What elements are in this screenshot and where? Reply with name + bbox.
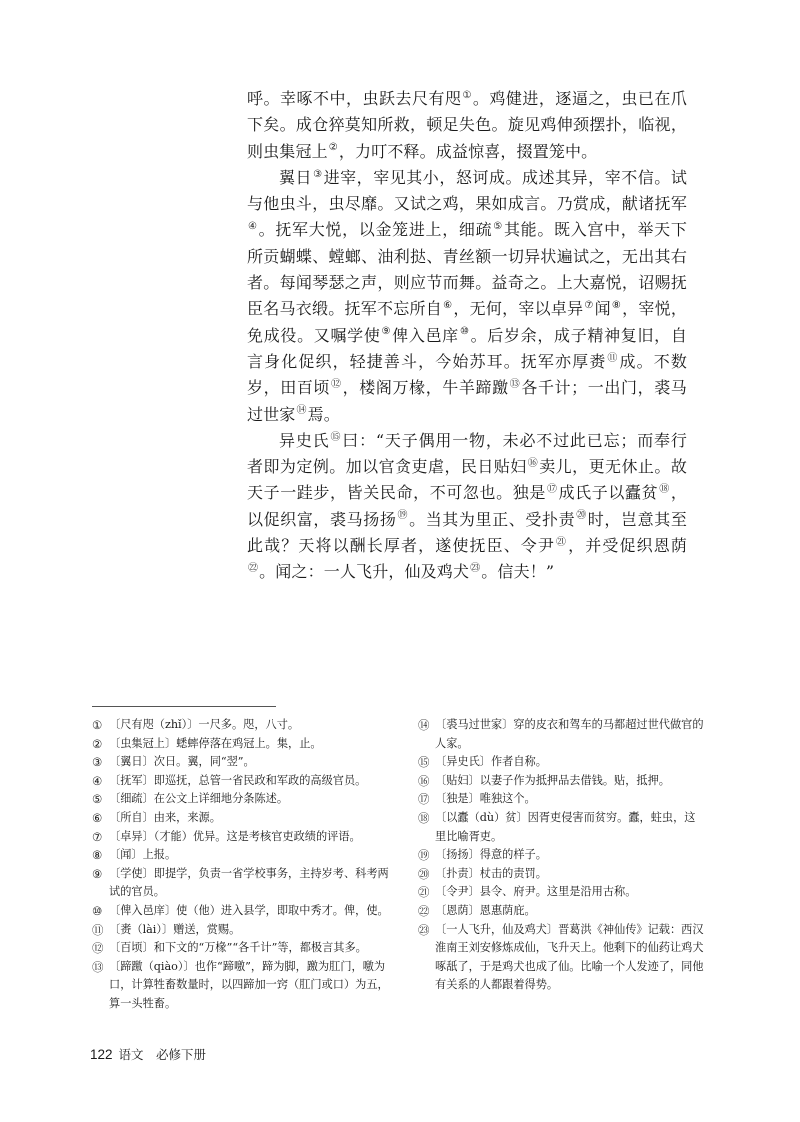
footnote-number: ④ <box>92 773 103 788</box>
footnote-text: 〔抚军〕即巡抚，总管一省民政和军政的高级官员。 <box>109 773 367 787</box>
footnote-text: 〔裘马过世家〕穿的皮衣和驾车的马都超过世代做官的人家。 <box>435 718 704 750</box>
footnote-text: 〔细疏〕在公文上详细地分条陈述。 <box>109 792 289 806</box>
footnote-ref: ⑰ <box>546 484 558 496</box>
footnote-item <box>92 939 395 958</box>
paragraph-1 <box>247 86 687 165</box>
footnote-ref: ⑤ <box>493 221 503 233</box>
footnote-ref: ① <box>462 89 472 101</box>
footnote-text: 〔闻〕上报。 <box>109 848 177 862</box>
footnote-number: ㉓ <box>418 922 430 937</box>
footnote-number: ③ <box>92 755 103 770</box>
footnote-text: 〔俾入邑庠〕使（他）进入县学，即取中秀才。俾，使。 <box>109 903 389 917</box>
text-segment: 。信夫！” <box>481 562 555 582</box>
footnote-item <box>92 902 395 921</box>
footnote-text: 〔异史氏〕作者自称。 <box>435 755 547 769</box>
footnote-text: 〔虫集冠上〕蟋蟀停落在鸡冠上。集，止。 <box>109 736 322 750</box>
footnote-text: 〔学使〕即提学，负责一省学校事务，主持岁考、科考两试的官员。 <box>109 866 389 899</box>
footnote-text: 〔卓异〕（才能）优异。这是考核官吏政绩的评语。 <box>109 829 361 843</box>
text-segment: 进宰，宰见其小，怒诃成。成述其异，宰不信。试与他虫斗，虫尽靡。又试之鸡，果如成言。乃赏成，献诸抚军 <box>247 167 687 214</box>
footnote-number: ⑰ <box>418 792 430 807</box>
footnote-ref: ② <box>328 142 338 154</box>
footnote-number: ⑱ <box>418 810 430 825</box>
footnote-item <box>92 753 395 772</box>
text-segment: ，并受促织恩荫 <box>568 536 688 556</box>
footnote-number: ⑧ <box>92 848 103 863</box>
footnote-item <box>92 865 395 902</box>
footnote-number: ⑭ <box>418 718 430 732</box>
footnote-ref: ⑫ <box>331 378 342 390</box>
footnote-item <box>418 865 706 884</box>
footnote-item <box>418 716 706 753</box>
footnote-ref: ⑪ <box>607 352 619 364</box>
footnote-number: ⑥ <box>92 810 103 825</box>
footnote-text: 〔独是〕唯独这个。 <box>435 792 536 806</box>
footnote-ref: ③ <box>313 168 323 180</box>
footnote-item <box>418 753 706 772</box>
footnote-item <box>92 846 395 865</box>
footnote-number: ① <box>92 718 103 732</box>
footnote-text: 〔尺有咫（zhǐ）〕一尺多。咫，八寸。 <box>109 718 300 731</box>
footnote-item <box>418 790 706 809</box>
footnote-text: 〔赉（lài）〕赠送，赏赐。 <box>109 922 241 936</box>
text-segment: 呼。幸啄不中，虫跃去尺有咫 <box>247 89 462 108</box>
footnote-number: ⑬ <box>92 959 104 974</box>
page-number: 122 <box>90 1047 113 1062</box>
footnote-item <box>418 772 706 791</box>
text-segment: 。抚军大悦，以金笼进上，细疏 <box>258 220 493 240</box>
footnote-text: 〔百顷〕和下文的“万椽”“各千计”等，都极言其多。 <box>109 941 367 955</box>
footnote-item <box>418 921 706 995</box>
footnote-number: ⑪ <box>92 922 104 937</box>
footnote-text: 〔扑责〕杖击的责罚。 <box>435 866 547 880</box>
text-segment: 曰：“天子偶用一物，未必不过此已忘；而奉行者即为定例。加以官贪吏虐，民日贴妇 <box>247 430 687 477</box>
footnote-ref: ⑳ <box>576 510 587 522</box>
footnote-ref: ⑧ <box>611 300 622 312</box>
footnote-number: ㉑ <box>418 885 430 900</box>
footnote-number: ⑯ <box>418 773 430 788</box>
footnote-text: 〔蹄躈（qiào）〕也作“蹄噭”，蹄为脚，躈为肛门，噭为口，计算牲畜数量时，以四蹄加一窍（肛门或口）为五，算一头牲畜。 <box>109 959 389 1010</box>
text-segment: 翼日 <box>279 167 313 187</box>
footnotes-left-column <box>92 716 395 1014</box>
footnote-text: 〔贴妇〕以妻子作为抵押品去借钱。贴，抵押。 <box>435 773 670 787</box>
footnote-ref: ㉑ <box>556 536 568 548</box>
footnote-item <box>92 958 395 1014</box>
text-segment: 成氏子以蠹贫 <box>558 483 659 503</box>
footnote-number: ⑨ <box>92 866 103 881</box>
text-segment: ，无何，宰以卓异 <box>453 299 584 319</box>
footnote-ref: ⑦ <box>584 300 594 312</box>
footnote-item <box>92 828 395 847</box>
paragraph-3 <box>247 428 687 586</box>
text-segment: ，力叮不释。成益惊喜，掇置笼中。 <box>338 141 598 161</box>
footnote-number: ⑦ <box>92 829 103 844</box>
footnote-ref: ㉓ <box>470 563 481 575</box>
footnote-item <box>418 809 706 846</box>
footnote-item <box>92 809 395 828</box>
text-segment: 闻 <box>594 299 611 319</box>
footnote-item <box>418 902 706 921</box>
footnote-text: 〔扬扬〕得意的样子。 <box>435 848 547 862</box>
text-segment: 其能。既入宫中，举天下所贡蝴蝶、螳螂、油利挞、青丝额一切异状遍试之，无出其右者。每闻琴瑟之声，则应节而舞。益奇之。上大嘉悦，诏赐抚臣名马衣缎。抚军不忘所自 <box>247 220 687 319</box>
footnote-number: ㉒ <box>418 903 430 918</box>
footnote-item <box>418 883 706 902</box>
footnote-ref: ⑨ <box>381 326 392 338</box>
footnote-ref: ⑮ <box>330 431 342 443</box>
text-segment: 时，岂意其至此哉？天将以酬长厚者，遂使抚臣、令尹 <box>247 509 687 556</box>
footnote-ref: ⑲ <box>397 510 409 522</box>
footnotes-right-column <box>418 716 706 995</box>
text-segment: 成。不数岁，田百顷 <box>247 351 688 398</box>
text-segment: 俾入邑庠 <box>392 325 459 345</box>
footnote-ref: ⑯ <box>527 457 539 469</box>
footnote-number: ② <box>92 736 103 751</box>
text-segment: 。闻之：一人飞升，仙及鸡犬 <box>259 562 470 582</box>
text-segment: ，宰悦，免成役。又嘱学使 <box>247 299 688 345</box>
text-segment: 。当其为里正、受扑责 <box>409 509 576 529</box>
footnote-number: ⑫ <box>92 941 104 956</box>
footnote-ref: ⑥ <box>443 300 453 312</box>
footnote-text: 〔一人飞升，仙及鸡犬〕晋葛洪《神仙传》记载：西汉淮南王刘安修炼成仙，飞升天上。他剩下的仙药让鸡犬啄舐了，于是鸡犬也成了仙。比喻一个人发迹了，同他有关系的人都跟着得势。 <box>435 922 704 992</box>
footnote-ref: ⑬ <box>509 378 521 390</box>
paragraph-2 <box>247 165 687 428</box>
text-segment: 。后岁余，成子精神复旧，自言身化促织，轻捷善斗，今始苏耳。抚军亦厚赉 <box>247 325 687 371</box>
footnote-item <box>418 846 706 865</box>
text-segment: 各千计；一出门，裘马过世家 <box>247 378 687 424</box>
text-segment: ，楼阁万椽，牛羊蹄躈 <box>342 378 509 398</box>
text-segment: 。鸡健进，逐逼之，虫已在爪下矣。成仓猝莫知所救，顿足失色。旋见鸡伸颈摆扑，临视，则虫集冠上 <box>247 89 687 161</box>
footnote-ref: ④ <box>248 221 258 233</box>
text-segment: 焉。 <box>307 404 340 424</box>
footnote-text: 〔恩荫〕恩惠荫庇。 <box>435 903 536 917</box>
footnote-number: ⑮ <box>418 755 430 770</box>
footnote-ref: ⑭ <box>296 405 307 417</box>
book-title: 语文 必修下册 <box>118 1047 207 1062</box>
text-segment: ，以促织富，裘马扬扬 <box>247 483 687 529</box>
footnote-item <box>92 716 395 735</box>
footnote-text: 〔令尹〕县令、府尹。这里是沿用古称。 <box>435 885 637 899</box>
footnote-text: 〔所自〕由来，来源。 <box>109 810 221 824</box>
footnote-item <box>92 735 395 754</box>
footnote-item <box>92 790 395 809</box>
footnote-divider <box>92 706 276 707</box>
footnote-number: ⑲ <box>418 848 430 863</box>
footnote-ref: ⑱ <box>659 484 670 496</box>
text-segment: 异史氏 <box>279 430 330 450</box>
footnote-number: ⑳ <box>418 866 430 881</box>
footnote-number: ⑩ <box>92 903 103 918</box>
footnote-ref: ⑩ <box>459 326 470 338</box>
text-segment: 卖儿，更无休止。故天子一跬步，皆关民命，不可忽也。独是 <box>247 457 687 503</box>
footnote-item <box>92 772 395 791</box>
footnote-item <box>92 921 395 940</box>
footnote-text: 〔翼日〕次日。翼，同“翌”。 <box>109 755 255 769</box>
footnote-ref: ㉒ <box>248 563 259 575</box>
footnote-number: ⑤ <box>92 792 103 807</box>
main-text <box>247 86 687 586</box>
footnote-text: 〔以蠹（dù）贫〕因胥吏侵害而贫穷。蠹，蛀虫，这里比喻胥吏。 <box>435 810 696 843</box>
page-footer <box>90 1045 206 1063</box>
